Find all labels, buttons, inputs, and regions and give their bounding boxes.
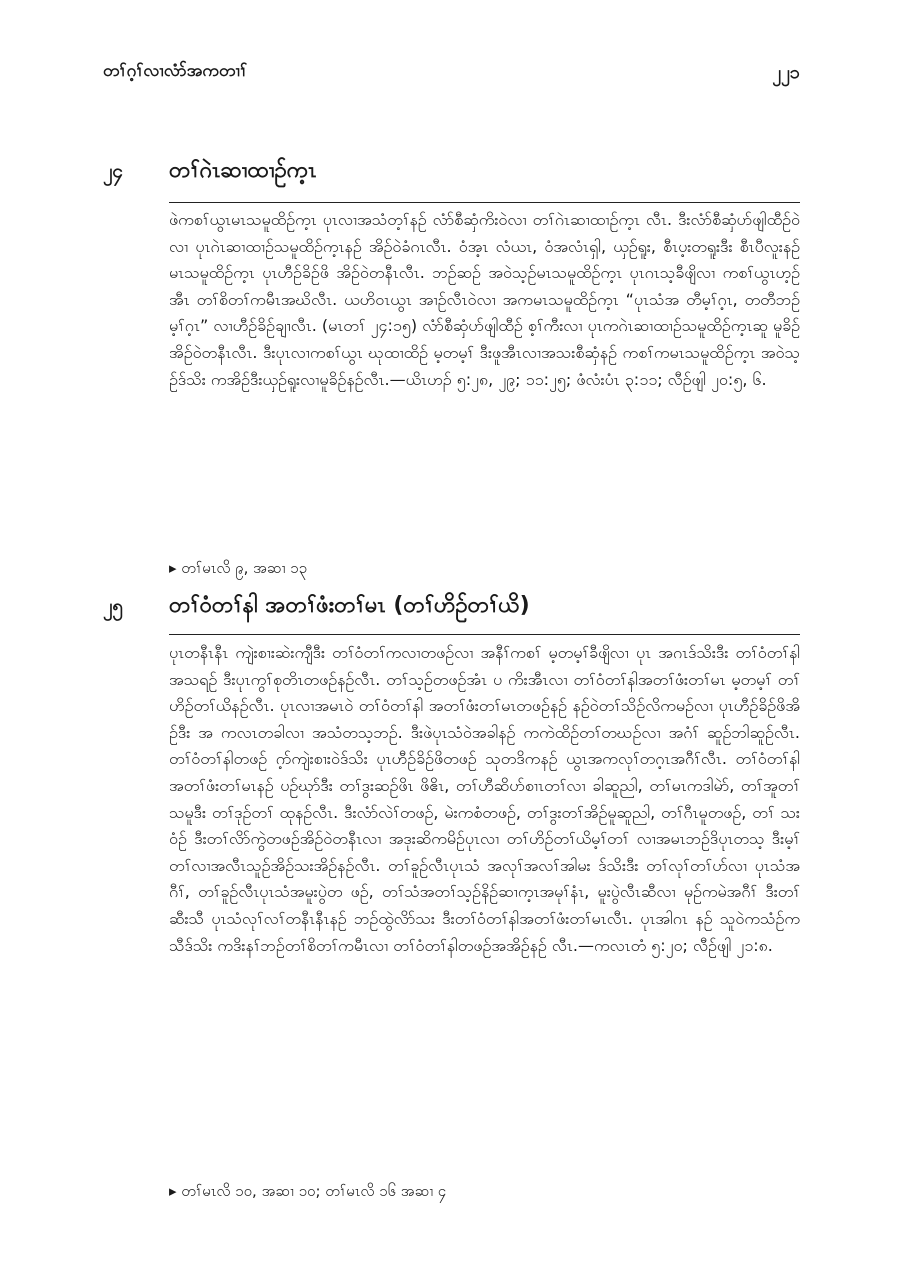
entry-title: တၢ်ဝံတၢ်နါ အတၢ်ဖံးတၢ်မၤ (တၢ်ဟိဉ်တၢ်ယိ): [169, 593, 530, 618]
running-header: [103, 60, 800, 90]
header-title: တၢ်ဂ့ၢ်လၢလံာ်အကတၢၢ်: [103, 61, 248, 81]
entry-title: တၢ်ဂဲၤဆၢထၢဉ်က့ၤ: [169, 158, 317, 183]
entry-body: ပုၤတနီၤနီၤ ကျဲးစၢးဆဲးကျီဒီး တၢ်ဝံတၢ်ကလၢတဖဉ်လၢ အနီၢ်ကစၢ် မ့တမ့ၢ်ခီဖျိလၢ ပုၤ အဂၤဒ်သိးဒီး တၢ်ဝံတၢ်နါအသရဉ် ဒီးပုၤကွၢ်စုတိၤတဖဉ်နဉ်လီၤ. တၢ်သ့ဉ်တဖဉ်အံၤ ပ ကိးအီၤလၢ တၢ်ဝံတၢ်နါအတၢ်ဖံးတၢ်မၤ မ့တမ့ၢ် တၢ်ဟိဉ်တၢ်ယိနဉ်လီၤ. ပုၤလၢအမၤဝဲ တၢ်ဝံတၢ်နါ အတၢ်ဖံးတၢ်မၤတဖဉ်နဉ် နဉ်ဝဲတၢ်သိဉ်လိကမဉ်လၢ ပုၤဟီဉ်ခိဉ်ဖိအိဉ်ဒီး အ ကလၤတခါလၢ အသံတသ့ဘဉ်. ဒီးဖဲပုၤသံဝဲအခါနဉ် ကကဲထိဉ်တၢ်တဃဉ်လၢ အဂံၢ် ဆူဉ်ဘါဆူဉ်လီၤ. တၢ်ဝံတၢ်နါတဖဉ် ဂ့ာ်ကျဲးစၢးဝဲဒ်သိး ပုၤဟီဉ်ခိဉ်ဖိတဖဉ် သုတဒိကနဉ် ယွၤအကလုၢ်တဂ့ၤအဂီၢ်လီၤ. တၢ်ဝံတၢ်နါ အတၢ်ဖံးတၢ်မၤနဉ် ပဉ်ဃုာ်ဒီး တၢ်ဒွးဆဉ်ဖိၤ ဖိဧိၤ, တၢ်ဟီဆိပာ်စၢၤတၢ်လၢ ခါဆူညါ, တၢ်မၤကဒါမဲာ်, တၢ်အူတၢ်သမူဒီး တၢ်ဒုဉ်တၢ် ထုနဉ်လီၤ. ဒီးလံာ်လဲၢ်တဖဉ်, မဲးကစံတဖဉ်, တၢ်ဒွးတၢ်အိဉ်မူဆူညါ, တၢ်ဂီၤမူတဖဉ်, တၢ် သးဝံဉ် ဒီးတၢ်လိာ်ကွဲတဖဉ်အိဉ်ဝဲတနီၤလၢ အဒုးဆိကမိဉ်ပုၤလၢ တၢ်ဟိဉ်တၢ်ယိမ့ၢ်တၢ် လၢအမၤဘဉ်ဒိပုၤတသ့ ဒီးမ့ၢ်တၢ်လၢအလီၤသူဉ်အိဉ်သးအိဉ်နဉ်လီၤ. တၢ်ခူဉ်လီၤပုၤသံ အလုၢ်အလၢ်အါမး ဒ်သိးဒီး တၢ်လုၢ်တၢ်ပာ်လၢ ပုၤသံအဂီၢ်, တၢ်ခူဉ်လီၤပုၤသံအမူးပွဲတ ဖဉ်, တၢ်သံအတၢ်သ့ဉ်နိဉ်ဆၢက့ၤအမုၢ်နံၤ, မူးပွဲလီၤဆီလၢ မုဉ်ကမဲအဂီၢ် ဒီးတၢ်ဆီးသီ ပုၤသံလုၢ်လၢ်တနီၤနီၤနဉ် ဘဉ်ထွဲလိာ်သး ဒီးတၢ်ဝံတၢ်နါအတၢ်ဖံးတၢ်မၤလီၤ. ပုၤအါဂၤ နဉ် သူဝဲကသံဉ်ကသီဒ်သိး ကဒိးနၢ်ဘဉ်တၢ်စိတၢ်ကမီၤလၢ တၢ်ဝံတၢ်နါတဖဉ်အအိဉ်နဉ် လီၤ.—ကလၤတံ ၅:၂၀; လီဉ်ဖျါ ၂၁:၈.: [169, 643, 800, 955]
entry-number: ၂၄: [103, 160, 124, 182]
entry-heading: [103, 590, 800, 630]
entry-number: ၂၅: [103, 595, 124, 617]
entry-heading: [103, 155, 800, 195]
entry-spiritism: [103, 590, 800, 1200]
see-also-reference[interactable]: ▸ တၢ်မၤလိ ၁၀, အဆၢ ၁၀; တၢ်မၤလိ ၁၆ အဆၢ ၄: [169, 1182, 447, 1200]
page-number: ၂၂၁: [772, 62, 800, 83]
see-also-reference[interactable]: ▸ တၢ်မၤလိ ၉, အဆၢ ၁၃: [169, 559, 308, 577]
title-rule: [169, 202, 800, 203]
entry-resurrection: [103, 155, 800, 577]
title-rule: [169, 634, 800, 635]
entry-body: ဖဲကစၢ်ယွၤမၤသမူထိဉ်က့ၤ ပုၤလၢအသံတ့ၢ်နဉ် လံာ်စီဆှံကိးဝဲလၢ တၢ်ဂဲၤဆၢထၢဉ်က့ၤ လီၤ. ဒီးလံာ်စီဆှံပာ်ဖျါထီဉ်ဝဲလၢ ပုၤဂဲၤဆၢထၢဉ်သမူထိဉ်က့ၤနဉ် အိဉ်ဝဲခံဂၤလီၤ. ဝံအ့ၤ လံယၤ, ဝံအလံၤရှါ, ယှဉ်ရူး, စီၤပ့းတရူးဒီး စီၤပီလူးနဉ် မၤသမူထိဉ်က့ၤ ပုၤဟီဉ်ခိဉ်ဖိ အိဉ်ဝဲတနီၤလီၤ. ဘဉ်ဆဉ် အဝဲသ့ဉ်မၤသမူထိဉ်က့ၤ ပုၤဂၤသ့ခီဖျိလၢ ကစၢ်ယွၤဟ့ဉ်အီၤ တၢ်စိတၢ်ကမီၤအဃိလီၤ. ယဟိဝၤယွၤ အၢဉ်လီၤဝဲလၢ အကမၤသမူထိဉ်က့ၤ “ပုၤသံအ တီမ့ၢ်ဂ့ၤ, တတီဘဉ်မ့ၢ်ဂ့ၤ” လၢဟီဉ်ခိဉ်ချၢလီၤ. (မၤတၢ် ၂၄:၁၅) လံာ်စီဆှံပာ်ဖျါထီဉ် စ့ၢ်ကီးလၢ ပုၤကဂဲၤဆၢထၢဉ်သမူထိဉ်က့ၤဆူ မူခိဉ်အိဉ်ဝဲတနီၤလီၤ. ဒီးပုၤလၢကစၢ်ယွၤ ဃုထၢထိဉ် မ့တမ့ၢ် ဒီးဖူအီၤလၢအသးစီဆှံနဉ် ကစၢ်ကမၤသမူထိဉ်က့ၤ အဝဲသ့ဉ်ဒ်သိး ကအိဉ်ဒီးယှဉ်ရူးလၢမူခိဉ်နဉ်လီၤ.—ယိၤဟၣ် ၅:၂၈, ၂၉; ၁၁:၂၅; ဖံလံးပံၤ ၃:၁၁; လီဉ်ဖျါ ၂၀:၅, ၆.: [169, 210, 800, 389]
